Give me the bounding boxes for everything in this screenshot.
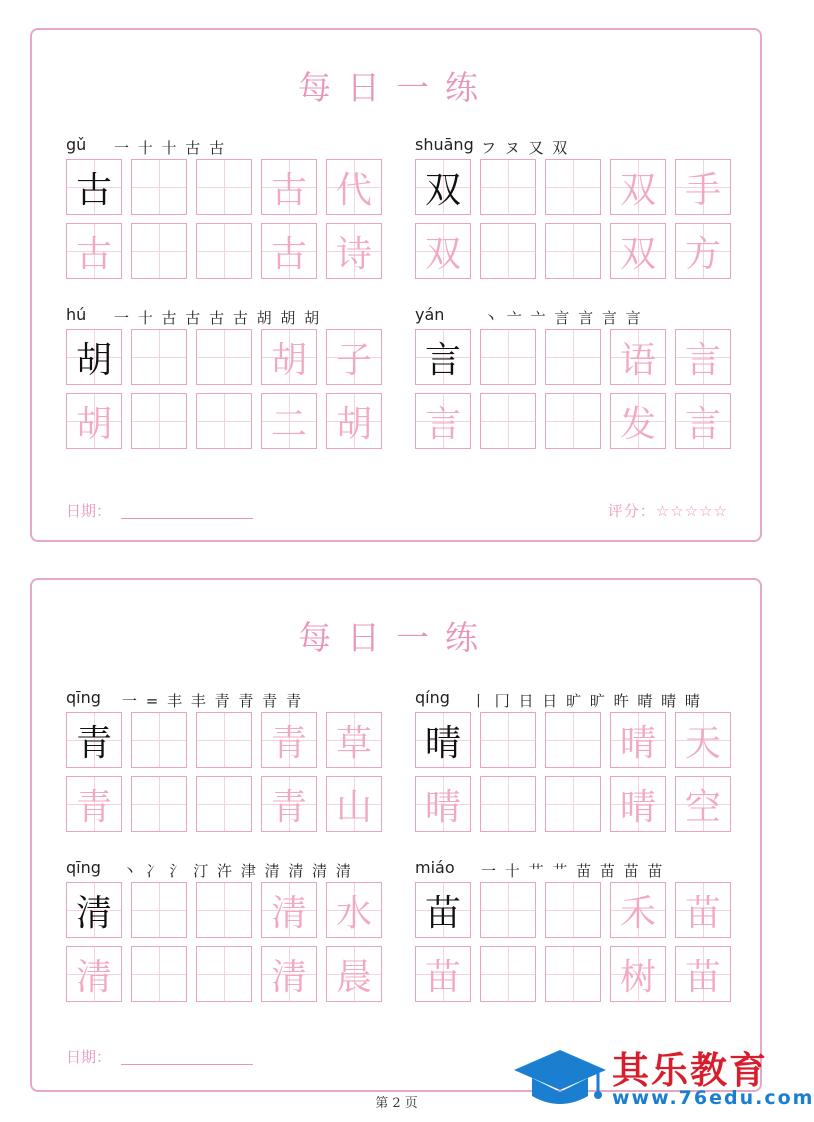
date-line[interactable] [121,518,253,519]
trace-cell: 禾 [610,882,666,938]
trace-cell: 草 [326,712,382,768]
main-char-cell: 苗 [415,882,471,938]
trace-cell: 语 [610,329,666,385]
empty-cell[interactable] [545,712,601,768]
empty-cell[interactable] [131,159,187,215]
empty-cell[interactable] [131,882,187,938]
trace-cell: 诗 [326,223,382,279]
trace-cell: 双 [610,223,666,279]
main-char-cell: 古 [66,159,122,215]
trace-cell: 言 [675,329,731,385]
trace-cell: 山 [326,776,382,832]
empty-cell[interactable] [480,946,536,1002]
empty-cell[interactable] [545,776,601,832]
trace-cell: 子 [326,329,382,385]
pinyin: qīng [66,688,101,707]
trace-cell: 苗 [675,882,731,938]
trace-cell: 胡 [326,393,382,449]
stroke-order: 丶 冫 氵 汀 汻 津 清 清 清 清 [122,862,353,880]
empty-cell[interactable] [131,776,187,832]
trace-cell: 树 [610,946,666,1002]
empty-cell[interactable] [545,393,601,449]
empty-cell[interactable] [480,159,536,215]
trace-cell: 胡 [261,329,317,385]
empty-cell[interactable] [131,712,187,768]
practice-card-1 [30,28,762,542]
empty-cell[interactable] [545,882,601,938]
logo [512,1040,814,1116]
trace-cell: 古 [261,159,317,215]
card-title: 每日一练 [298,68,494,107]
trace-cell: 青 [66,776,122,832]
trace-cell: 空 [675,776,731,832]
graduation-cap-icon [512,1046,608,1110]
pinyin: qīng [66,858,101,877]
empty-cell[interactable] [196,882,252,938]
trace-cell: 苗 [675,946,731,1002]
empty-cell[interactable] [545,159,601,215]
pinyin: shuāng [415,135,474,154]
empty-cell[interactable] [545,329,601,385]
page-number: 第 2 页 [375,1096,418,1111]
practice-card-2 [30,578,762,1092]
date-label: 日期： [66,1048,112,1066]
card-title: 每日一练 [298,618,494,657]
empty-cell[interactable] [545,946,601,1002]
date-field[interactable] [66,500,253,521]
empty-cell[interactable] [131,329,187,385]
pinyin: gǔ [66,135,87,154]
empty-cell[interactable] [196,776,252,832]
trace-cell: 双 [610,159,666,215]
empty-cell[interactable] [131,946,187,1002]
trace-cell: 晴 [610,776,666,832]
trace-cell: 代 [326,159,382,215]
date-field[interactable] [66,1046,253,1067]
trace-cell: 二 [261,393,317,449]
trace-cell: 胡 [66,393,122,449]
logo-url: www.76edu.com [612,1087,814,1109]
main-char-cell: 言 [415,329,471,385]
empty-cell[interactable] [480,393,536,449]
empty-cell[interactable] [131,223,187,279]
trace-cell: 晴 [415,776,471,832]
date-line[interactable] [121,1064,253,1065]
pinyin: hú [66,305,87,324]
empty-cell[interactable] [480,882,536,938]
empty-cell[interactable] [480,712,536,768]
score-rating[interactable]: 评分：☆☆☆☆☆ [607,502,728,520]
main-char-cell: 双 [415,159,471,215]
trace-cell: 言 [415,393,471,449]
stroke-order: 一 十 古 古 古 古 胡 胡 胡 [114,309,322,327]
trace-cell: 水 [326,882,382,938]
main-char-cell: 清 [66,882,122,938]
pinyin: qíng [415,688,450,707]
trace-cell: 方 [675,223,731,279]
trace-cell: 双 [415,223,471,279]
trace-cell: 天 [675,712,731,768]
trace-cell: 晨 [326,946,382,1002]
main-char-cell: 晴 [415,712,471,768]
trace-cell: 古 [261,223,317,279]
logo-name: 其乐教育 [612,1049,768,1092]
trace-cell: 苗 [415,946,471,1002]
stroke-order: 一 十 十 古 古 [114,139,227,157]
empty-cell[interactable] [545,223,601,279]
date-label: 日期： [66,502,112,520]
pinyin: yán [415,305,445,324]
stroke-order: 一 = 丰 丰 青 青 青 青 [122,692,303,710]
empty-cell[interactable] [196,223,252,279]
trace-cell: 发 [610,393,666,449]
stroke-order: 丶 亠 亠 言 言 言 言 [483,309,643,327]
empty-cell[interactable] [196,393,252,449]
trace-cell: 清 [261,882,317,938]
empty-cell[interactable] [196,159,252,215]
trace-cell: 清 [261,946,317,1002]
empty-cell[interactable] [196,329,252,385]
empty-cell[interactable] [131,393,187,449]
pinyin: miáo [415,858,455,877]
trace-cell: 手 [675,159,731,215]
main-char-cell: 青 [66,712,122,768]
trace-cell: 晴 [610,712,666,768]
trace-cell: 古 [66,223,122,279]
trace-cell: 青 [261,712,317,768]
empty-cell[interactable] [480,776,536,832]
empty-cell[interactable] [196,712,252,768]
empty-cell[interactable] [196,946,252,1002]
stroke-order: フ ヌ 又 双 [481,139,570,157]
stroke-order: 丨 冂 日 日 旷 旷 旿 晴 晴 晴 [471,692,702,710]
empty-cell[interactable] [480,329,536,385]
empty-cell[interactable] [480,223,536,279]
stroke-order: 一 十 艹 艹 苗 苗 苗 苗 [481,862,665,880]
trace-cell: 清 [66,946,122,1002]
main-char-cell: 胡 [66,329,122,385]
trace-cell: 青 [261,776,317,832]
trace-cell: 言 [675,393,731,449]
